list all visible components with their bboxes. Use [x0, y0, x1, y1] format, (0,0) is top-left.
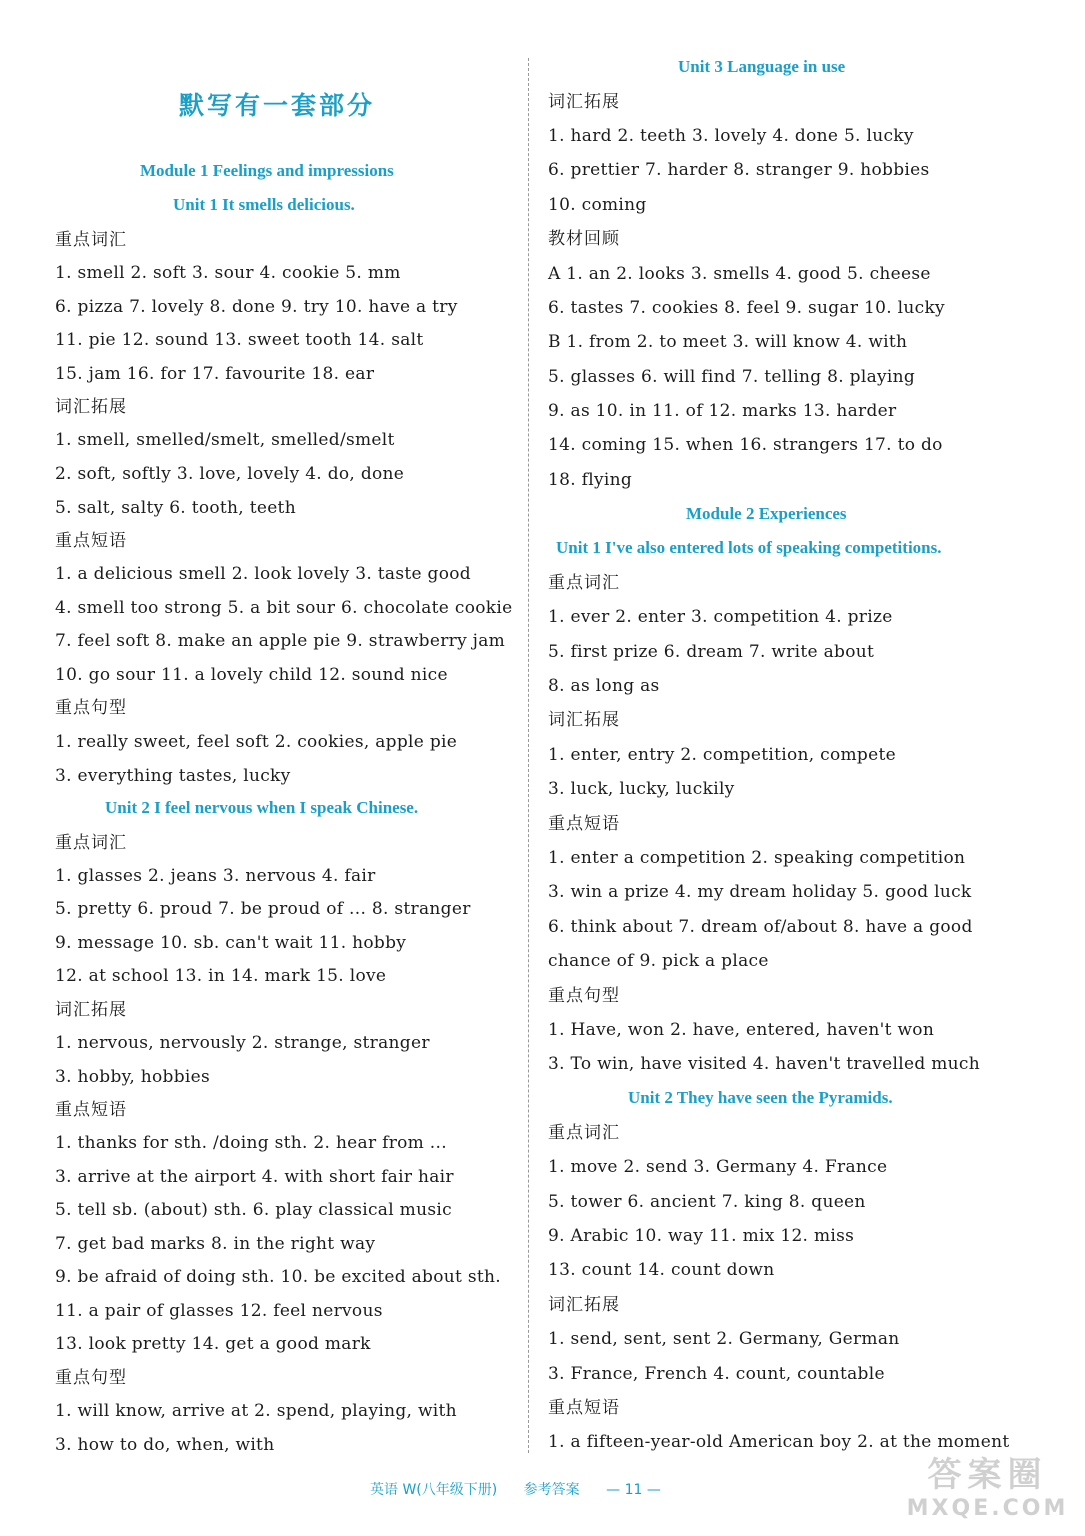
answer-line: 1. move 2. send 3. Germany 4. France [548, 1157, 888, 1177]
answer-line: 1. really sweet, feel soft 2. cookies, apple pie [55, 732, 458, 752]
answer-line: 1. a fifteen-year-old American boy 2. at the moment [548, 1432, 1010, 1452]
answer-line: 7. feel soft 8. make an apple pie 9. strawberry jam [55, 631, 506, 651]
answer-line: 1. send, sent, sent 2. Germany, German [548, 1329, 900, 1349]
m2u2-words-label: 重点词汇 [548, 1123, 620, 1143]
m2u1-phr-label: 重点短语 [548, 814, 620, 834]
answer-line: 5. glasses 6. will find 7. telling 8. playing [548, 367, 916, 387]
answer-line: 4. smell too strong 5. a bit sour 6. chocolate cookie [55, 598, 513, 618]
answer-line: 1. nervous, nervously 2. strange, stranger [55, 1033, 430, 1053]
answer-line: 3. win a prize 4. my dream holiday 5. good luck [548, 882, 972, 902]
u2-words-label: 重点词汇 [55, 833, 127, 853]
answer-line: 6. prettier 7. harder 8. stranger 9. hobbies [548, 160, 930, 180]
answer-line: 10. go sour 11. a lovely child 12. sound nice [55, 665, 448, 685]
answer-line: 6. pizza 7. lovely 8. done 9. try 10. have a try [55, 297, 458, 317]
u1-phr-label: 重点短语 [55, 531, 127, 551]
page-footer [370, 1479, 683, 1499]
column-divider [528, 58, 529, 1453]
answer-line: 12. at school 13. in 14. mark 15. love [55, 966, 387, 986]
answer-line: 8. as long as [548, 676, 660, 696]
answer-line: 3. hobby, hobbies [55, 1067, 210, 1087]
u1-sent-label: 重点句型 [55, 698, 127, 718]
answer-line: 1. smell 2. soft 3. sour 4. cookie 5. mm [55, 263, 401, 283]
u3-review-label: 教材回顾 [548, 229, 620, 249]
answer-line: 13. look pretty 14. get a good mark [55, 1334, 371, 1354]
answer-line: 6. think about 7. dream of/about 8. have a good [548, 917, 973, 937]
u1-ext-label: 词汇拓展 [55, 397, 127, 417]
answer-line: A 1. an 2. looks 3. smells 4. good 5. cheese [548, 264, 931, 284]
answer-line: 1. enter, entry 2. competition, compete [548, 745, 896, 765]
answer-line: 5. salt, salty 6. tooth, teeth [55, 498, 296, 518]
m2u2-heading: Unit 2 They have seen the Pyramids. [628, 1088, 893, 1107]
m2u1-words-label: 重点词汇 [548, 573, 620, 593]
answer-line: 3. luck, lucky, luckily [548, 779, 735, 799]
answer-line: 3. everything tastes, lucky [55, 766, 291, 786]
answer-line: 11. a pair of glasses 12. feel nervous [55, 1301, 383, 1321]
answer-line: 13. count 14. count down [548, 1260, 775, 1280]
page-title: 默写有一套部分 [179, 91, 376, 120]
answer-line: 2. soft, softly 3. love, lovely 4. do, done [55, 464, 405, 484]
watermark-line1: 答案圈 [927, 1455, 1048, 1495]
answer-line: 7. get bad marks 8. in the right way [55, 1234, 376, 1254]
answer-line: 1. will know, arrive at 2. spend, playing, with [55, 1401, 457, 1421]
answer-line: 6. tastes 7. cookies 8. feel 9. sugar 10. lucky [548, 298, 945, 318]
page-number: — 11 — [606, 1482, 661, 1498]
answer-line: 1. smell, smelled/smelt, smelled/smelt [55, 430, 395, 450]
watermark-line2: MXQE.COM [906, 1496, 1069, 1521]
m2u2-ext-label: 词汇拓展 [548, 1295, 620, 1315]
answer-line: 15. jam 16. for 17. favourite 18. ear [55, 364, 375, 384]
answer-line: 10. coming [548, 195, 647, 215]
module2-heading: Module 2 Experiences [686, 504, 847, 523]
answer-line: chance of 9. pick a place [548, 951, 769, 971]
unit2-heading: Unit 2 I feel nervous when I speak Chinese. [105, 798, 419, 817]
answer-line: 11. pie 12. sound 13. sweet tooth 14. salt [55, 330, 424, 350]
u2-phr-label: 重点短语 [55, 1100, 127, 1120]
answer-line: 3. how to do, when, with [55, 1435, 275, 1455]
answer-line: 3. To win, have visited 4. haven't travelled much [548, 1054, 981, 1074]
answer-line: 9. as 10. in 11. of 12. marks 13. harder [548, 401, 897, 421]
footer-section: 参考答案 [523, 1482, 580, 1498]
answer-line: 1. Have, won 2. have, entered, haven't won [548, 1020, 935, 1040]
answer-line: 9. be afraid of doing sth. 10. be excited about sth. [55, 1267, 501, 1287]
answer-line: 5. tower 6. ancient 7. king 8. queen [548, 1192, 866, 1212]
m2u1-sent-label: 重点句型 [548, 986, 620, 1006]
m2u1-heading: Unit 1 I've also entered lots of speaking competitions. [556, 538, 942, 557]
answer-line: 1. a delicious smell 2. look lovely 3. taste good [55, 564, 471, 584]
answer-line: 3. arrive at the airport 4. with short fair hair [55, 1167, 454, 1187]
u3-ext-label: 词汇拓展 [548, 92, 620, 112]
u1-words-label: 重点词汇 [55, 230, 127, 250]
u2-ext-label: 词汇拓展 [55, 1000, 127, 1020]
watermark-logo [900, 1455, 1075, 1530]
u2-sent-label: 重点句型 [55, 1368, 127, 1388]
answer-line: 1. enter a competition 2. speaking competition [548, 848, 966, 868]
answer-line: 9. message 10. sb. can't wait 11. hobby [55, 933, 407, 953]
answer-line: 3. France, French 4. count, countable [548, 1364, 885, 1384]
answer-line: 9. Arabic 10. way 11. mix 12. miss [548, 1226, 855, 1246]
answer-line: 1. hard 2. teeth 3. lovely 4. done 5. lucky [548, 126, 914, 146]
unit1-heading: Unit 1 It smells delicious. [173, 195, 355, 214]
module1-heading: Module 1 Feelings and impressions [140, 161, 394, 180]
unit3-heading: Unit 3 Language in use [678, 57, 846, 76]
answer-line: B 1. from 2. to meet 3. will know 4. with [548, 332, 908, 352]
answer-line: 5. first prize 6. dream 7. write about [548, 642, 875, 662]
answer-line: 1. glasses 2. jeans 3. nervous 4. fair [55, 866, 376, 886]
answer-line: 5. pretty 6. proud 7. be proud of ... 8. stranger [55, 899, 471, 919]
answer-line: 1. thanks for sth. /doing sth. 2. hear from ... [55, 1133, 447, 1153]
answer-line: 1. ever 2. enter 3. competition 4. prize [548, 607, 893, 627]
answer-line: 18. flying [548, 470, 633, 490]
footer-subject: 英语 W(八年级下册) [370, 1482, 498, 1498]
m2u2-phr-label: 重点短语 [548, 1398, 620, 1418]
answer-line: 14. coming 15. when 16. strangers 17. to do [548, 435, 943, 455]
m2u1-ext-label: 词汇拓展 [548, 710, 620, 730]
answer-line: 5. tell sb. (about) sth. 6. play classical music [55, 1200, 452, 1220]
